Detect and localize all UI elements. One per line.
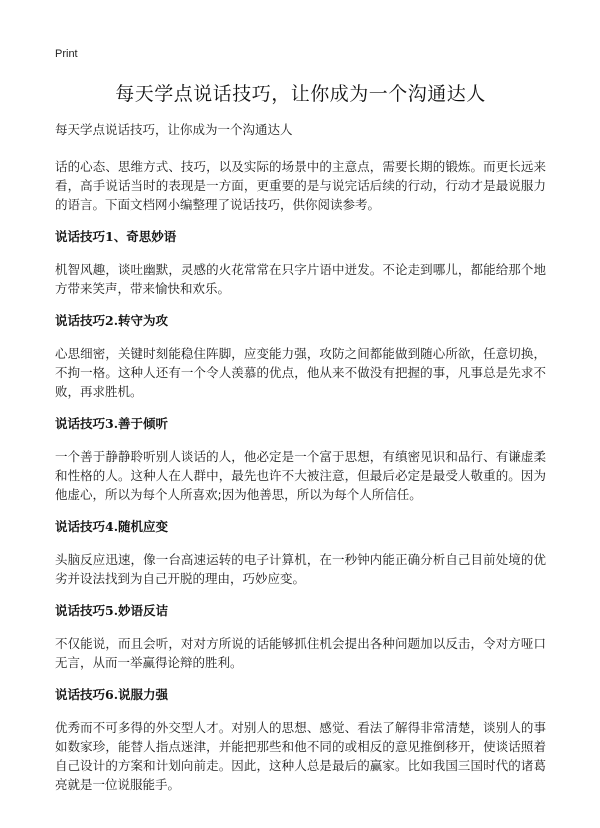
- section-body: 不仅能说，而且会听，对对方所说的话能够抓住机会提出各种问题加以反击，令对方哑口无言，从而一举赢得论辩的胜利。: [55, 636, 546, 670]
- section-heading: 说话技巧2.转守为攻: [55, 313, 169, 328]
- section-body: 机智风趣，谈吐幽默，灵感的火花常常在只字片语中迸发。不论走到哪儿，都能给那个地方带来笑声，带来愉快和欢乐。: [55, 262, 546, 296]
- section-heading: 说话技巧1、奇思妙语: [55, 229, 177, 244]
- section-4: [55, 518, 546, 588]
- section-heading: 说话技巧5.妙语反诘: [55, 603, 169, 618]
- section-5: [55, 602, 546, 672]
- intro-paragraph: 话的心态、思维方式、技巧，以及实际的场景中的主意点，需要长期的锻炼。而更长远来看，高手说话当时的表现是一方面，更重要的是与说完话后续的行动，行动才是最说服力的语言。下面文档网小编整理了说话技巧，供你阅读参考。: [55, 159, 546, 212]
- section-body: 头脑反应迅速，像一台高速运转的电子计算机，在一秒钟内能正确分析自己目前处境的优劣并设法找到为自己开脱的理由，巧妙应变。: [55, 552, 546, 586]
- page-title: 每天学点说话技巧，让你成为一个沟通达人: [115, 83, 486, 105]
- section-body: 心思细密，关键时刻能稳住阵脚，应变能力强，攻防之间都能做到随心所欲，任意切换，不拘一格。这种人还有一个令人羡慕的优点，他从来不做没有把握的事，凡事总是先求不败，再求胜机。: [55, 346, 546, 399]
- section-heading: 说话技巧4.随机应变: [55, 519, 169, 534]
- section-3: [55, 415, 546, 504]
- print-label: Print: [55, 48, 78, 60]
- section-heading: 说话技巧6.说服力强: [55, 687, 169, 702]
- section-body: 一个善于静静聆听别人谈话的人，他必定是一个富于思想，有缜密见识和品行、有谦虚柔和性格的人。这种人在人群中，最先也许不大被注意，但最后必定是最受人敬重的。因为他虚心，所以为每个人所喜欢;因为他善思，所以为每个人所信任。: [55, 449, 546, 502]
- section-6: [55, 686, 546, 794]
- section-heading: 说话技巧3.善于倾听: [55, 416, 169, 431]
- section-body: 优秀而不可多得的外交型人才。对别人的思想、感觉、看法了解得非常清楚，谈别人的事如数家珍，能替人指点迷津，并能把那些和他不同的或相反的意见推倒移开，使谈话照着自己设计的方案和计划向前走。因此，这种人总是最后的赢家。比如我国三国时代的诸葛亮就是一位说服能手。: [55, 720, 546, 792]
- subtitle: 每天学点说话技巧，让你成为一个沟通达人: [55, 122, 293, 137]
- section-2: [55, 312, 546, 401]
- section-1: [55, 228, 546, 298]
